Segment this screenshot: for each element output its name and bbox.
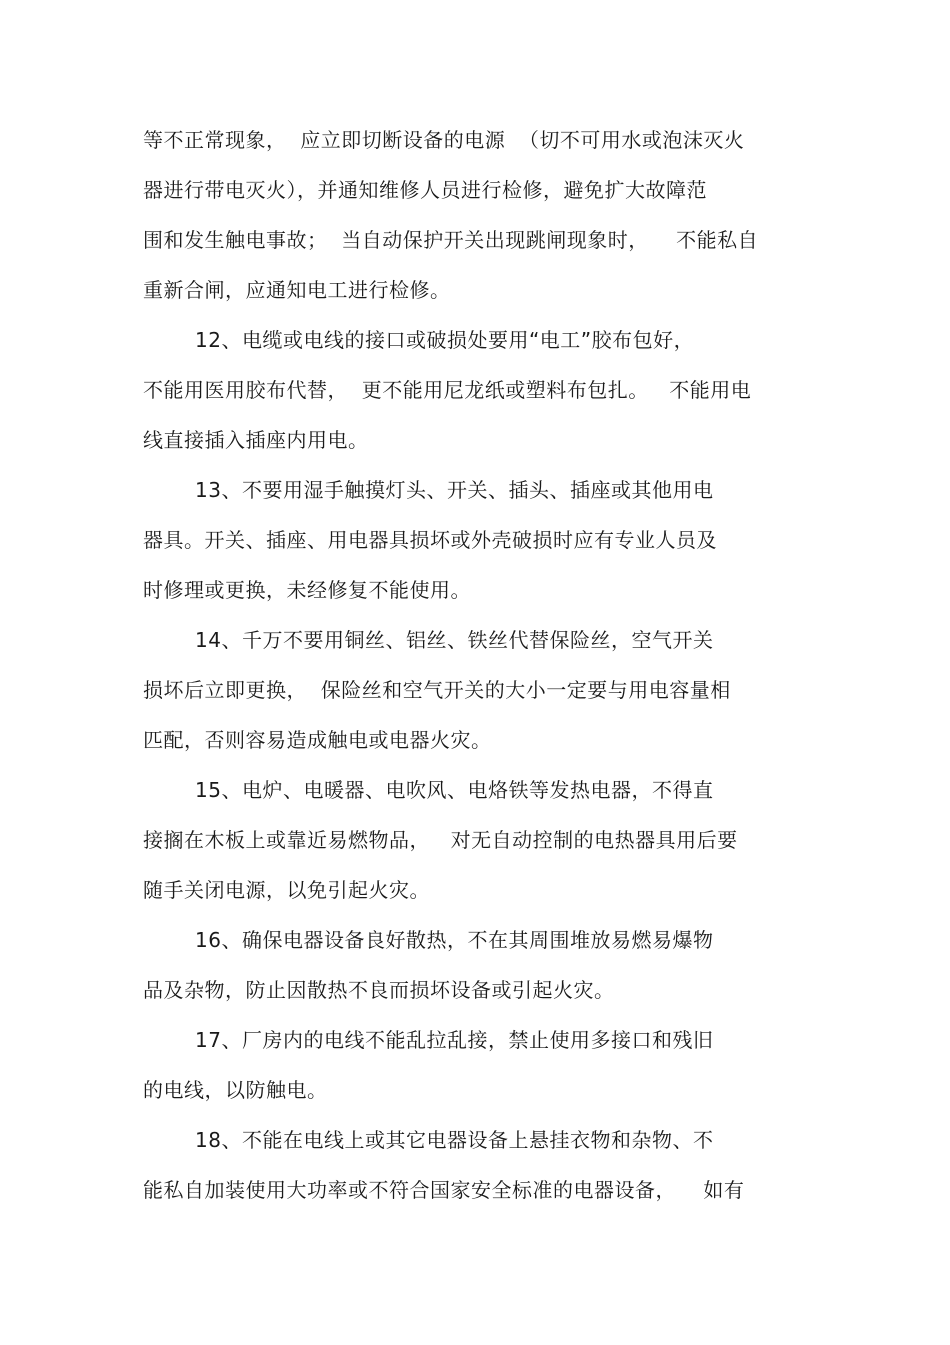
text-line: 接搁在木板上或靠近易燃物品， 对无自动控制的电热器具用后要 xyxy=(143,828,738,852)
text-line: 器具。开关、插座、用电器具损坏或外壳破损时应有专业人员及 xyxy=(143,528,717,552)
text-line: 损坏后立即更换， 保险丝和空气开关的大小一定要与用电容量相 xyxy=(143,678,731,702)
text-line: 线直接插入插座内用电。 xyxy=(143,428,369,452)
list-item-12-first-line: 12、电缆或电线的接口或破损处要用“电工”胶布包好， xyxy=(195,328,695,352)
text-line: 能私自加装使用大功率或不符合国家安全标准的电器设备， 如有 xyxy=(143,1178,745,1202)
text-line: 等不正常现象， 应立即切断设备的电源 （切不可用水或泡沫灭火 xyxy=(143,128,745,152)
text-line: 随手关闭电源，以免引起火灾。 xyxy=(143,878,430,902)
text-line: 匹配，否则容易造成触电或电器火灾。 xyxy=(143,728,492,752)
list-item-17-first-line: 17、厂房内的电线不能乱拉乱接，禁止使用多接口和残旧 xyxy=(195,1028,714,1052)
list-item-16-first-line: 16、确保电器设备良好散热，不在其周围堆放易燃易爆物 xyxy=(195,928,714,952)
list-item-15-first-line: 15、电炉、电暖器、电吹风、电烙铁等发热电器，不得直 xyxy=(195,778,714,802)
text-line: 器进行带电灭火），并通知维修人员进行检修，避免扩大故障范 xyxy=(143,178,707,202)
list-item-18-first-line: 18、不能在电线上或其它电器设备上悬挂衣物和杂物、不 xyxy=(195,1128,714,1152)
text-line: 不能用医用胶布代替， 更不能用尼龙纸或塑料布包扎。 不能用电 xyxy=(143,378,752,402)
text-line: 时修理或更换，未经修复不能使用。 xyxy=(143,578,471,602)
text-line: 围和发生触电事故； 当自动保护开关出现跳闸现象时， 不能私自 xyxy=(143,228,759,252)
text-line: 重新合闸，应通知电工进行检修。 xyxy=(143,278,451,302)
list-item-13-first-line: 13、不要用湿手触摸灯头、开关、插头、插座或其他用电 xyxy=(195,478,714,502)
text-line: 品及杂物，防止因散热不良而损坏设备或引起火灾。 xyxy=(143,978,615,1002)
list-item-14-first-line: 14、千万不要用铜丝、铝丝、铁丝代替保险丝，空气开关 xyxy=(195,628,714,652)
text-line: 的电线，以防触电。 xyxy=(143,1078,328,1102)
